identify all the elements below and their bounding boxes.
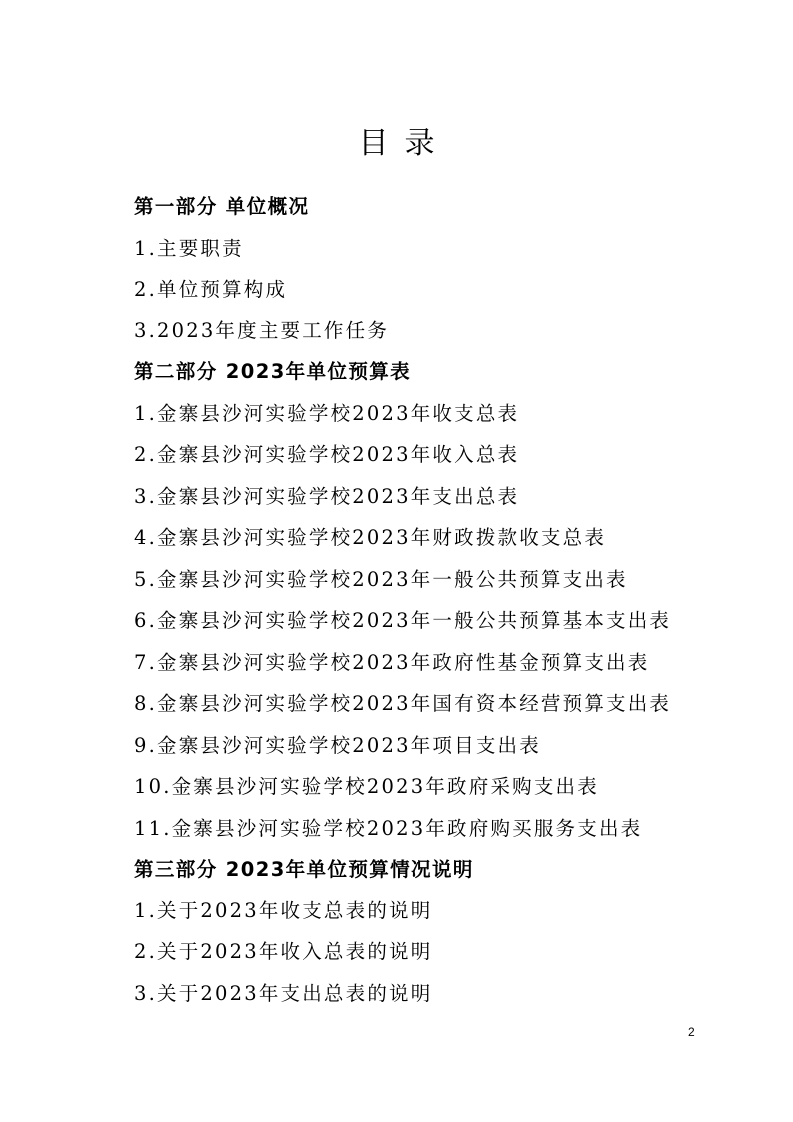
toc-part1-heading: 第一部分 单位概况: [134, 195, 310, 218]
toc-item: 7.金寨县沙河实验学校2023年政府性基金预算支出表: [134, 651, 650, 674]
toc-item: 11.金寨县沙河实验学校2023年政府购买服务支出表: [134, 817, 643, 840]
toc-item: 3.关于2023年支出总表的说明: [134, 982, 433, 1005]
toc-item: 5.金寨县沙河实验学校2023年一般公共预算支出表: [134, 568, 628, 591]
toc-item: 3.2023年度主要工作任务: [134, 319, 390, 342]
page-number: 2: [688, 1025, 695, 1039]
toc-part2-heading: 第二部分 2023年单位预算表: [134, 360, 412, 383]
toc-item: 4.金寨县沙河实验学校2023年财政拨款收支总表: [134, 526, 607, 549]
toc-item: 2.金寨县沙河实验学校2023年收入总表: [134, 443, 520, 466]
toc-item: 3.金寨县沙河实验学校2023年支出总表: [134, 485, 520, 508]
toc-item: 8.金寨县沙河实验学校2023年国有资本经营预算支出表: [134, 692, 672, 715]
toc-item: 9.金寨县沙河实验学校2023年项目支出表: [134, 734, 541, 757]
toc-item: 2.关于2023年收入总表的说明: [134, 940, 433, 963]
toc-item: 10.金寨县沙河实验学校2023年政府采购支出表: [134, 775, 599, 798]
toc-item: 1.关于2023年收支总表的说明: [134, 899, 433, 922]
toc-item: 6.金寨县沙河实验学校2023年一般公共预算基本支出表: [134, 609, 672, 632]
toc-item: 2.单位预算构成: [134, 278, 288, 301]
toc-part3-heading: 第三部分 2023年单位预算情况说明: [134, 858, 474, 881]
page-title: 目录: [358, 126, 451, 161]
toc-item: 1.主要职责: [134, 237, 244, 260]
toc-item: 1.金寨县沙河实验学校2023年收支总表: [134, 402, 520, 425]
